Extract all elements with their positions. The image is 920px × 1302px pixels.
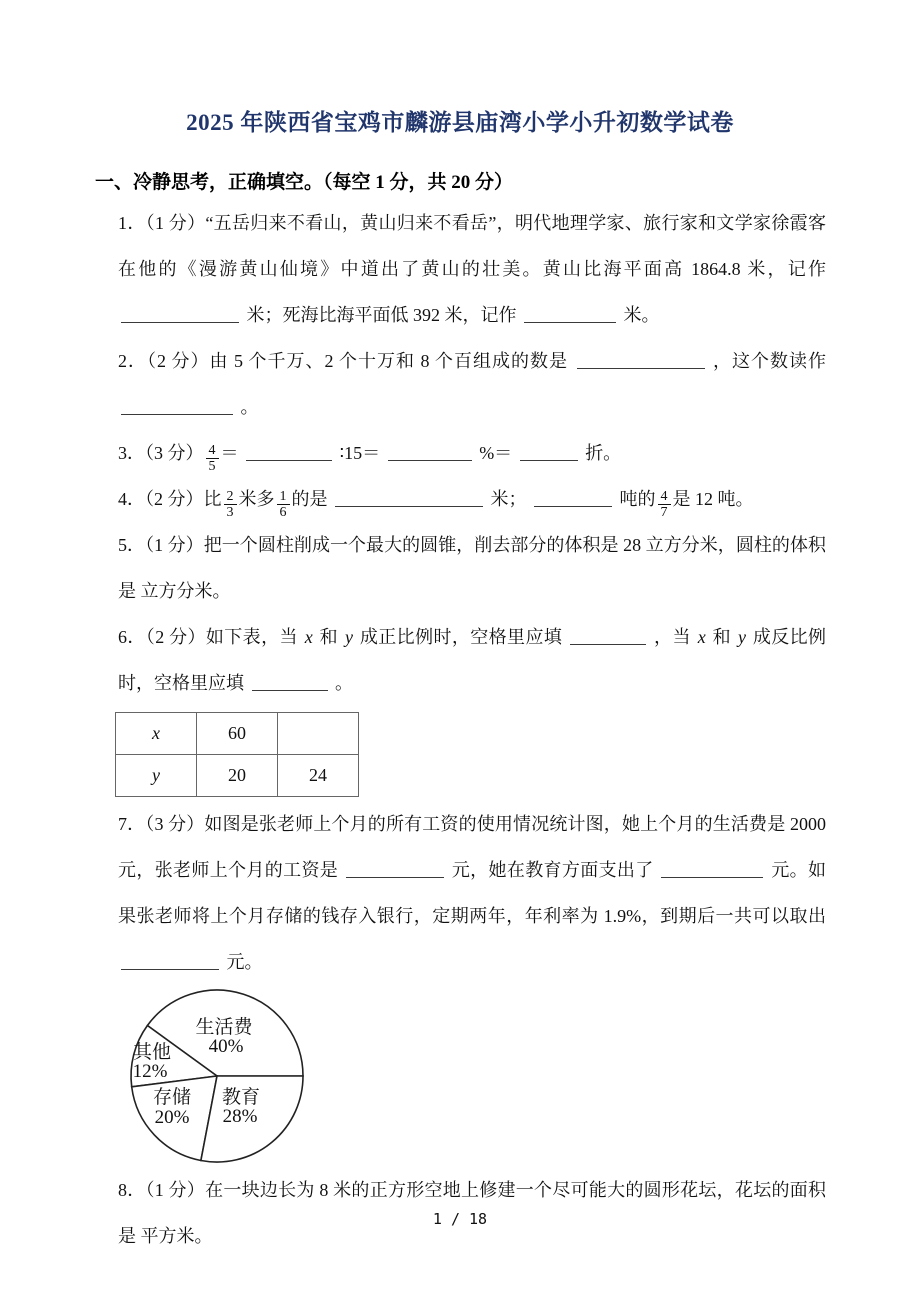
table-row xyxy=(116,755,359,797)
questions-area xyxy=(118,200,826,1259)
answer-blank xyxy=(577,354,705,369)
text-run: 成反比例时，空格里应填 xyxy=(118,627,827,693)
table-cell-x-label: x xyxy=(116,713,197,755)
question-4 xyxy=(118,476,826,522)
text-run: 成正比例时，空格里应填 xyxy=(354,627,568,647)
pie-label-other: 其他 xyxy=(132,1042,172,1063)
math-variable: y xyxy=(344,627,353,647)
table-cell-y1: 20 xyxy=(197,755,278,797)
document-title: 2025 年陕西省宝鸡市麟游县庙湾小学小升初数学试卷 xyxy=(186,110,734,135)
table-cell-x1: 60 xyxy=(197,713,278,755)
text-run: 吨的 xyxy=(615,489,656,509)
text-run: 8．（1 分）在一块边长为 8 米的正方形空地上修建一个尽可能大的圆形花坛，花坛的面积是 平方米。 xyxy=(118,1180,826,1246)
answer-blank xyxy=(520,446,578,461)
text-run: 米； xyxy=(486,489,531,509)
table-cell-y-label: y xyxy=(116,755,197,797)
text-run: 1．（1 分）“五岳归来不看山，黄山归来不看岳”，明代地理学家、旅行家和文学家徐霞客在他的《漫游黄山仙境》中道出了黄山的壮美。黄山比海平面高 1864.8 米，记作 xyxy=(118,213,826,279)
pie-label-education: 教育 xyxy=(221,1087,261,1108)
text-run: ，当 xyxy=(649,627,696,647)
question-2 xyxy=(118,338,826,430)
table-row xyxy=(116,713,359,755)
section-heading: 一、冷静思考，正确填空。（每空 1 分，共 20 分） xyxy=(95,172,514,193)
question-3 xyxy=(118,430,826,476)
fraction: $\frac{1}{6}$ xyxy=(277,489,290,521)
fraction: $\frac{4}{5}$ xyxy=(206,443,219,475)
text-run: ∶15＝ xyxy=(335,443,385,463)
text-run: 。 xyxy=(236,397,259,417)
answer-blank xyxy=(661,863,763,878)
text-run: %＝ xyxy=(474,443,517,463)
text-run: 米；死海比海平面低 392 米，记作 xyxy=(242,305,521,325)
answer-blank xyxy=(121,955,219,970)
answer-blank xyxy=(121,400,233,415)
answer-blank xyxy=(252,676,328,691)
pie-chart xyxy=(112,987,324,1167)
text-run: 和 xyxy=(707,627,736,647)
question-1 xyxy=(118,200,826,338)
question-7 xyxy=(118,801,826,985)
fraction: $\frac{2}{3}$ xyxy=(224,489,237,521)
text-run: 。 xyxy=(330,673,353,693)
text-run: ＝ xyxy=(220,443,243,463)
text-run: 7．（3 分）如图是张老师上个月的所有工资的使用情况统计图，她上个月的生活费是 2000 元，张老师上个月的工资是 xyxy=(118,814,826,880)
text-run: ，这个数读作 xyxy=(707,351,826,371)
answer-blank xyxy=(346,863,444,878)
answer-blank xyxy=(534,492,612,507)
pie-label-living: 生活费 xyxy=(195,1017,253,1038)
text-run: 元，她在教育方面支出了 xyxy=(446,860,659,880)
pie-pct-education: 28% xyxy=(222,1106,258,1127)
answer-blank xyxy=(335,492,483,507)
answer-blank xyxy=(246,446,332,461)
text-run: 5．（1 分）把一个圆柱削成一个最大的圆锥，削去部分的体积是 28 立方分米，圆柱的体积是 立方分米。 xyxy=(118,535,826,601)
xy-proportion-table xyxy=(115,712,359,797)
text-run: 的是 xyxy=(291,489,332,509)
answer-blank xyxy=(524,308,616,323)
text-run: 折。 xyxy=(580,443,622,463)
pie-label-savings: 存储 xyxy=(152,1087,192,1108)
answer-blank xyxy=(121,308,239,323)
text-run: 2．（2 分）由 5 个千万、2 个十万和 8 个百组成的数是 xyxy=(118,351,574,371)
text-run: 3．（3 分） xyxy=(118,443,204,463)
answer-blank xyxy=(570,630,646,645)
pie-chart-figure xyxy=(112,987,826,1167)
math-variable: x xyxy=(697,627,706,647)
pie-pct-living: 40% xyxy=(208,1036,244,1057)
text-run: 4．（2 分）比 xyxy=(118,489,222,509)
question-6 xyxy=(118,614,826,706)
text-run: 和 xyxy=(314,627,343,647)
text-run: 米。 xyxy=(619,305,660,325)
answer-blank xyxy=(388,446,472,461)
text-run: 元。如果张老师将上个月存储的钱存入银行，定期两年，年利率为 1.9%，到期后一共可以取出 xyxy=(118,860,827,926)
text-run: 是 12 吨。 xyxy=(672,489,754,509)
pie-pct-savings: 20% xyxy=(154,1107,190,1128)
table-cell-y2: 24 xyxy=(278,755,359,797)
question-5 xyxy=(118,522,826,614)
text-run: 米多 xyxy=(238,489,275,509)
pie-pct-other: 12% xyxy=(132,1061,168,1082)
page-number: 1 / 18 xyxy=(432,1210,488,1228)
math-variable: y xyxy=(737,627,746,647)
math-variable: x xyxy=(304,627,313,647)
fraction: $\frac{4}{7}$ xyxy=(658,489,671,521)
text-run: 元。 xyxy=(222,952,263,972)
table-cell-x2-empty xyxy=(278,713,359,755)
text-run: 6．（2 分）如下表，当 xyxy=(118,627,303,647)
